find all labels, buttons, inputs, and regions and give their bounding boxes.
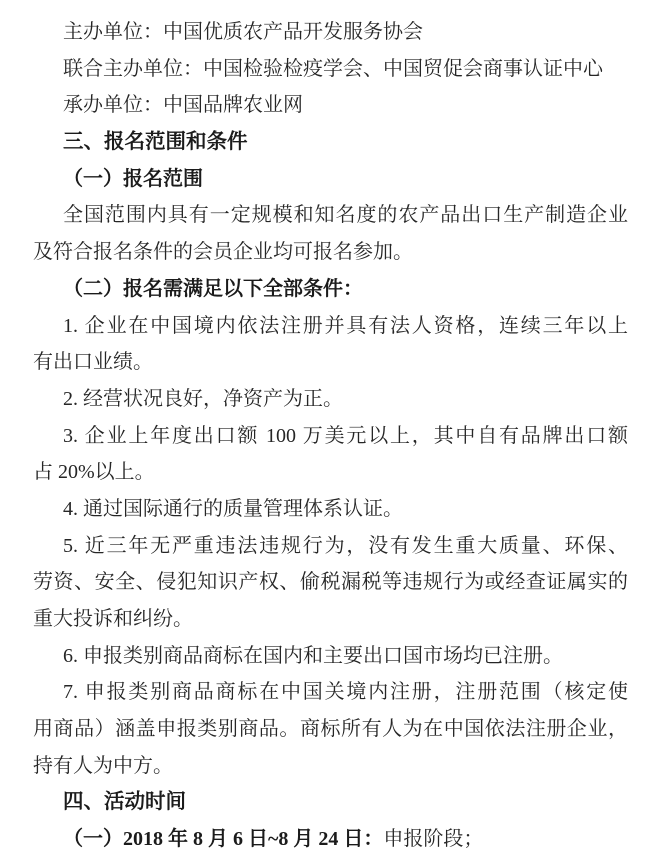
condition-5-line-2: 劳资、安全、侵犯知识产权、偷税漏税等违规行为或经查证属实的 xyxy=(33,571,628,594)
section4-heading: 四、活动时间 xyxy=(63,790,186,814)
condition-4-line: 4. 通过国际通行的质量管理体系认证。 xyxy=(63,497,403,520)
scope-paragraph-line-1: 全国范围内具有一定规模和知名度的农产品出口生产制造企业 xyxy=(63,204,628,227)
co-organizer-line: 联合主办单位：中国检验检疫学会、中国贸促会商事认证中心 xyxy=(63,57,603,80)
phase1-date-range: （一）2018 年 8 月 6 日~8 月 24 日： xyxy=(63,828,384,851)
condition-7-line-3: 持有人为中方。 xyxy=(33,754,173,777)
condition-5-line-3: 重大投诉和纠纷。 xyxy=(33,608,193,630)
condition-7-line-1: 7. 申报类别商品商标在中国关境内注册，注册范围（核定使 xyxy=(63,681,628,704)
condition-3-line-2: 占 20%以上。 xyxy=(33,461,155,484)
scope-subheading: （一）报名范围 xyxy=(63,167,203,190)
condition-5-line-1: 5. 近三年无严重违法违规行为，没有发生重大质量、环保、 xyxy=(63,534,628,557)
condition-1-line-2: 有出口业绩。 xyxy=(33,351,153,374)
phase1-schedule-line xyxy=(33,821,628,858)
undertaker-line: 承办单位：中国品牌农业网 xyxy=(63,94,303,117)
host-organizer-line: 主办单位：中国优质农产品开发服务协会 xyxy=(63,21,423,43)
phase1-label: 申报阶段； xyxy=(383,828,484,851)
section3-heading: 三、报名范围和条件 xyxy=(63,130,248,154)
conditions-subheading: （二）报名需满足以下全部条件： xyxy=(63,277,363,300)
condition-3-line-1: 3. 企业上年度出口额 100 万美元以上，其中自有品牌出口额 xyxy=(63,424,628,447)
condition-7-line-2: 用商品）涵盖申报类别商品。商标所有人为在中国依法注册企业， xyxy=(33,718,628,741)
condition-1-line-1: 1. 企业在中国境内依法注册并具有法人资格，连续三年以上 xyxy=(63,314,628,337)
condition-2-line: 2. 经营状况良好，净资产为正。 xyxy=(63,387,343,410)
condition-6-line: 6. 申报类别商品商标在国内和主要出口国市场均已注册。 xyxy=(63,644,563,667)
scope-paragraph-line-2: 及符合报名条件的会员企业均可报名参加。 xyxy=(33,241,413,264)
